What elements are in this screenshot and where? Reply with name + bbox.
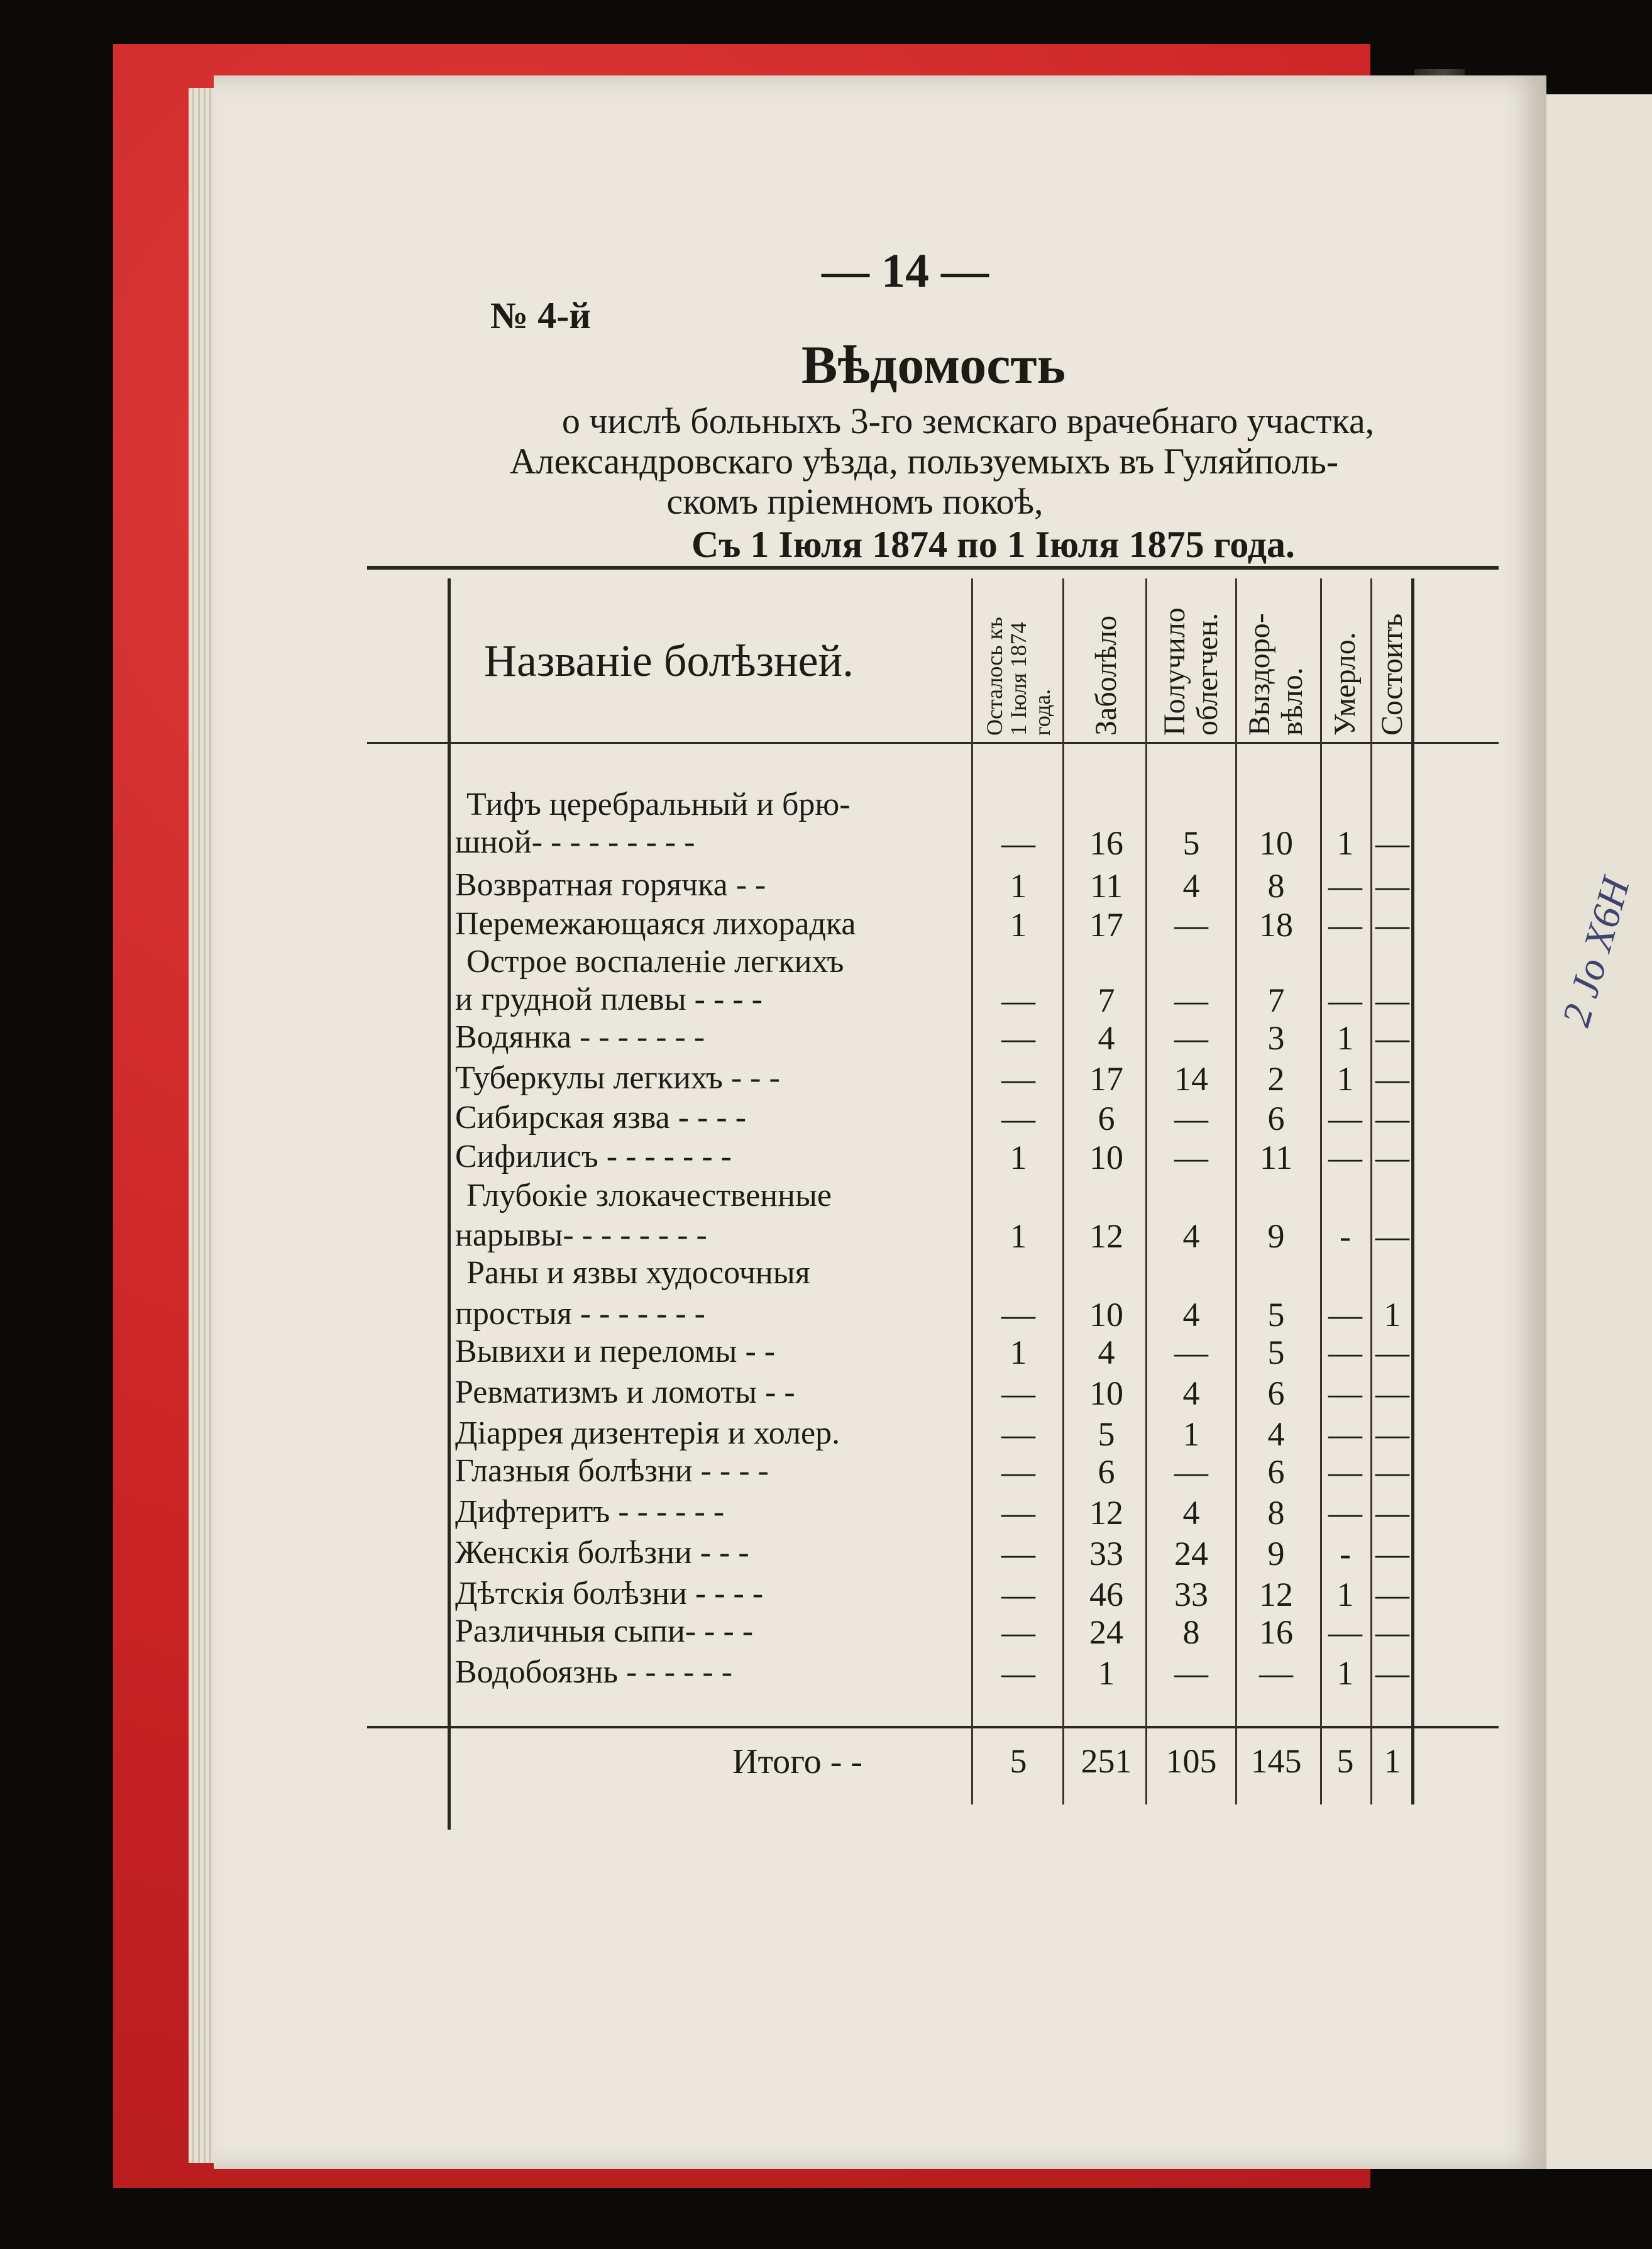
table-cell: 12 [1259, 1576, 1293, 1613]
table-cell: 9 [1267, 1535, 1285, 1572]
table-cell: 1 [1098, 1654, 1115, 1692]
table-cell: — [1001, 1535, 1035, 1572]
table-cell: 17 [1089, 906, 1123, 944]
table-cell: 10 [1089, 1296, 1123, 1334]
document-title: Вѣдомость [801, 334, 1066, 395]
table-cell: - [1340, 1535, 1351, 1572]
column-header: Заболѣло [1089, 615, 1123, 736]
table-cell: 1 [1010, 1217, 1027, 1255]
disease-name: Водобоязнь - - - - - - [455, 1654, 733, 1690]
table-cell: — [1001, 981, 1035, 1019]
disease-name: Дифтеритъ - - - - - - [455, 1494, 725, 1530]
table-cell: — [1375, 1613, 1409, 1651]
table-cell: 5 [1267, 1334, 1285, 1371]
total-cell: 1 [1384, 1742, 1401, 1780]
table-cell: — [1328, 867, 1362, 905]
table-cell: 6 [1267, 1374, 1285, 1412]
disease-name: Женскiя болѣзни - - - [455, 1535, 749, 1571]
table-cell: 5 [1267, 1296, 1285, 1334]
table-cell: — [1328, 1374, 1362, 1412]
disease-name: Ревматизмъ и ломоты - - [455, 1374, 795, 1410]
subtitle-line: Александровскаго уѣзда, пользуемыхъ въ Гуляйполь- [509, 441, 1339, 482]
table-cell: 1 [1336, 824, 1354, 862]
disease-name: шной- - - - - - - - - [455, 824, 695, 860]
total-cell: 5 [1336, 1742, 1354, 1780]
disease-name: Водянка - - - - - - - [455, 1019, 705, 1055]
table-cell: 8 [1182, 1613, 1200, 1651]
table-cell: 24 [1174, 1535, 1208, 1572]
table-cell: 10 [1089, 1139, 1123, 1176]
table-cell: — [1375, 1100, 1409, 1137]
column-header: Умерло. [1328, 632, 1362, 736]
header-bottom-rule [367, 742, 1499, 744]
table-cell: 4 [1182, 867, 1200, 905]
table-cell: — [1174, 1654, 1208, 1692]
table-cell: — [1375, 1415, 1409, 1453]
table-cell: 3 [1267, 1019, 1285, 1057]
column-header: Выздоро- вѣло. [1243, 613, 1309, 736]
table-cell: 6 [1098, 1100, 1115, 1137]
table-cell: 33 [1174, 1576, 1208, 1613]
column-header: Осталось къ 1 Iюля 1874 года. [982, 617, 1055, 736]
table-cell: 1 [1336, 1019, 1354, 1057]
disease-name: Вывихи и переломы - - [455, 1334, 776, 1369]
table-cell: — [1174, 1334, 1208, 1371]
table-cell: — [1328, 1334, 1362, 1371]
table-cell: — [1174, 981, 1208, 1019]
table-cell: 11 [1090, 867, 1123, 905]
total-cell: 251 [1081, 1742, 1132, 1780]
table-cell: — [1375, 824, 1409, 862]
disease-name: нарывы- - - - - - - - [455, 1217, 707, 1253]
table-cell: — [1259, 1654, 1293, 1692]
table-cell: 4 [1182, 1217, 1200, 1255]
table-cell: — [1375, 1374, 1409, 1412]
table-cell: — [1328, 1494, 1362, 1532]
table-cell: — [1375, 1576, 1409, 1613]
column-rule [1145, 578, 1147, 1804]
table-cell: — [1375, 1494, 1409, 1532]
total-cell: 105 [1165, 1742, 1217, 1780]
disease-name: Дiаррея дизентерiя и холер. [455, 1415, 840, 1451]
table-cell: 4 [1182, 1494, 1200, 1532]
total-cell: 5 [1010, 1742, 1027, 1780]
disease-name: Тифъ церебральный и брю- [466, 787, 851, 822]
table-cell: — [1328, 1100, 1362, 1137]
table-cell: 12 [1089, 1217, 1123, 1255]
table-cell: — [1375, 1060, 1409, 1098]
table-cell: — [1328, 1139, 1362, 1176]
disease-name: Глубокiе злокачественные [466, 1178, 832, 1213]
table-cell: 1 [1384, 1296, 1401, 1334]
table-cell: 8 [1267, 867, 1285, 905]
table-cell: — [1328, 906, 1362, 944]
table-cell: — [1328, 1453, 1362, 1491]
table-cell: — [1001, 1374, 1035, 1412]
table-cell: — [1001, 1613, 1035, 1651]
table-top-rule [367, 566, 1499, 570]
table-cell: 16 [1089, 824, 1123, 862]
table-cell: — [1375, 867, 1409, 905]
table-cell: — [1375, 906, 1409, 944]
table-cell: — [1174, 1453, 1208, 1491]
table-cell: — [1375, 1535, 1409, 1572]
total-rule [367, 1726, 1499, 1728]
table-cell: 6 [1267, 1100, 1285, 1137]
table-cell: — [1001, 1415, 1035, 1453]
table-cell: 1 [1336, 1060, 1354, 1098]
table-cell: 5 [1098, 1415, 1115, 1453]
table-cell: - [1340, 1217, 1351, 1255]
disease-name: Туберкулы легкихъ - - - [455, 1060, 780, 1096]
table-cell: — [1174, 906, 1208, 944]
table-cell: — [1375, 1334, 1409, 1371]
facing-page [1546, 94, 1652, 2169]
table-cell: 1 [1010, 1334, 1027, 1371]
total-label: Итого - - [732, 1742, 863, 1781]
total-cell: 145 [1250, 1742, 1302, 1780]
column-header: Получило облегчен. [1158, 607, 1224, 736]
disease-name: Глазныя болѣзни - - - - [455, 1453, 769, 1489]
table-cell: — [1375, 981, 1409, 1019]
report-period: Съ 1 Iюля 1874 по 1 Iюля 1875 года. [691, 524, 1295, 565]
disease-name: Сибирская язва - - - - [455, 1100, 747, 1136]
table-cell: — [1174, 1139, 1208, 1176]
table-cell: 9 [1267, 1217, 1285, 1255]
table-cell: — [1001, 824, 1035, 862]
table-cell: 16 [1259, 1613, 1293, 1651]
disease-name: простыя - - - - - - - [455, 1296, 705, 1332]
disease-name: Дѣтскiя болѣзни - - - - [455, 1576, 764, 1611]
table-cell: — [1375, 1019, 1409, 1057]
table-cell: — [1375, 1654, 1409, 1692]
table-cell: 10 [1259, 824, 1293, 862]
column-rule [971, 578, 973, 1804]
table-cell: — [1174, 1100, 1208, 1137]
disease-name: и грудной плевы - - - - [455, 981, 763, 1017]
table-cell: 33 [1089, 1535, 1123, 1572]
disease-name: Раны и язвы худосочныя [466, 1255, 810, 1291]
table-cell: — [1328, 981, 1362, 1019]
table-cell: 18 [1259, 906, 1293, 944]
column-header: Состоитъ [1375, 613, 1409, 736]
page-number: — 14 — [822, 245, 989, 297]
table-cell: 4 [1098, 1334, 1115, 1371]
table-cell: 4 [1182, 1374, 1200, 1412]
table-cell: — [1328, 1415, 1362, 1453]
table-cell: — [1375, 1217, 1409, 1255]
table-cell: — [1001, 1576, 1035, 1613]
subtitle-line: скомъ прiемномъ покоѣ, [666, 481, 1044, 522]
disease-name: Возвратная горячка - - [455, 867, 766, 903]
table-cell: 11 [1260, 1139, 1292, 1176]
table-cell: 46 [1089, 1576, 1123, 1613]
table-cell: 7 [1098, 981, 1115, 1019]
table-cell: — [1328, 1296, 1362, 1334]
table-cell: 1 [1182, 1415, 1200, 1453]
table-cell: — [1375, 1139, 1409, 1176]
table-left-rule [448, 578, 451, 1830]
table-cell: 12 [1089, 1494, 1123, 1532]
disease-name: Острое воспаленiе легкихъ [466, 944, 844, 980]
subtitle-line: о числѣ больныхъ 3-го земскаго врачебнаго участка, [561, 401, 1375, 441]
table-cell: 10 [1089, 1374, 1123, 1412]
table-cell: 24 [1089, 1613, 1123, 1651]
table-cell: — [1001, 1100, 1035, 1137]
disease-name: Перемежающаяся лихорадка [455, 906, 856, 942]
disease-name: Различныя сыпи- - - - [455, 1613, 754, 1649]
table-cell: 6 [1267, 1453, 1285, 1491]
table-cell: — [1174, 1019, 1208, 1057]
table-cell: 5 [1182, 824, 1200, 862]
table-cell: — [1001, 1654, 1035, 1692]
table-cell: 6 [1098, 1453, 1115, 1491]
table-cell: — [1001, 1494, 1035, 1532]
table-cell: 7 [1267, 981, 1285, 1019]
table-cell: 4 [1182, 1296, 1200, 1334]
table-cell: — [1001, 1060, 1035, 1098]
table-cell: — [1375, 1453, 1409, 1491]
column-rule [1235, 578, 1237, 1804]
table-cell: 2 [1267, 1060, 1285, 1098]
table-cell: 14 [1174, 1060, 1208, 1098]
table-cell: 1 [1010, 867, 1027, 905]
column-rule [1320, 578, 1322, 1804]
table-cell: — [1001, 1019, 1035, 1057]
table-cell: 1 [1336, 1654, 1354, 1692]
disease-name: Сифилисъ - - - - - - - [455, 1139, 732, 1174]
table-cell: 4 [1098, 1019, 1115, 1057]
table-cell: 4 [1267, 1415, 1285, 1453]
table-cell: 17 [1089, 1060, 1123, 1098]
table-cell: 1 [1010, 906, 1027, 944]
column-header-disease-name: Названiе болѣзней. [484, 636, 854, 686]
table-cell: 1 [1010, 1139, 1027, 1176]
form-number: № 4-й [490, 295, 591, 336]
table-cell: 8 [1267, 1494, 1285, 1532]
column-rule [1062, 578, 1064, 1804]
table-cell: — [1001, 1296, 1035, 1334]
margin-note: 2 Jo X6H [1553, 872, 1638, 1031]
table-cell: — [1328, 1613, 1362, 1651]
table-cell: — [1001, 1453, 1035, 1491]
table-cell: 1 [1336, 1576, 1354, 1613]
